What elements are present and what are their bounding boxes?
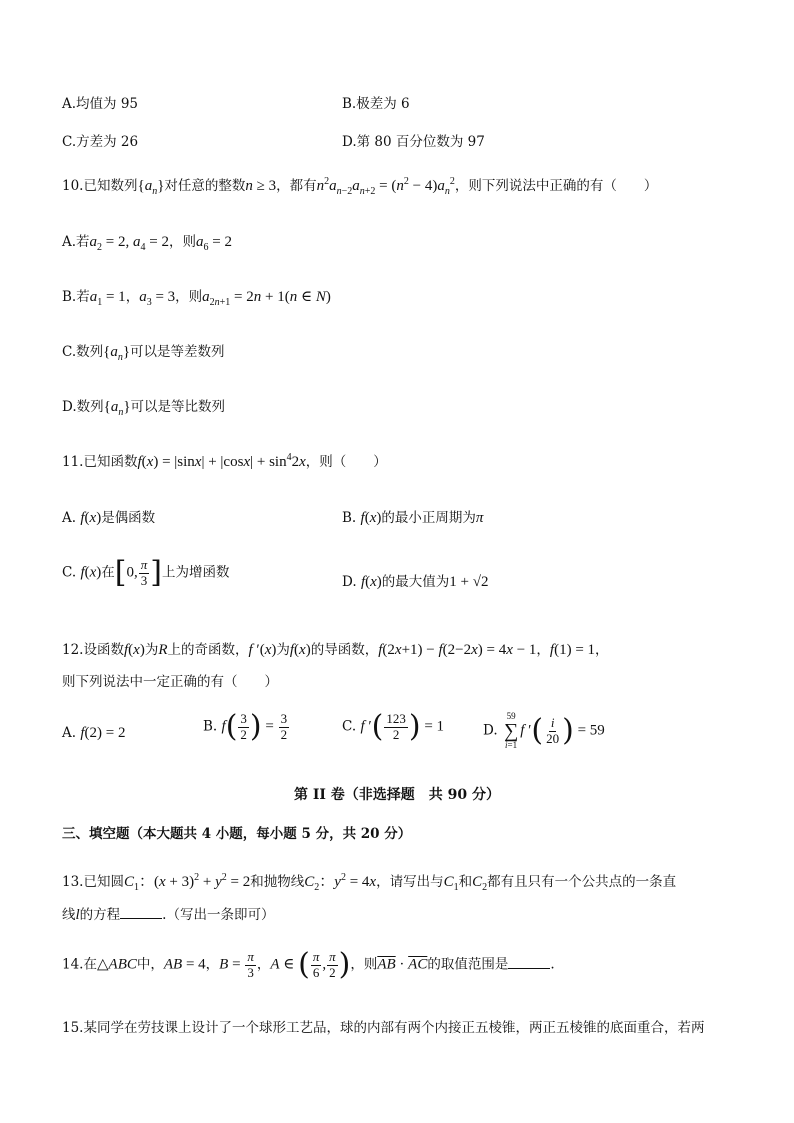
q12-option-c: C. f ′( $\frac{123}{2}$ ) = 1 <box>342 709 445 744</box>
q11-option-a: A. f(x)是偶函数 <box>62 510 156 526</box>
q12-stem: 12.设函数f(x)为R上的奇函数，f ′(x)为f(x)的导函数，f(2x+1) − f(2−2x) = 4x − 1，f(1) = 1， <box>62 642 609 658</box>
part2-title: 第 II 卷（非选择题 共 90 分） <box>293 787 501 803</box>
q9-option-c: C.方差为 26 <box>62 134 139 150</box>
q13-stem: 13.已知圆$C_1$：$(x + 3)^2 + y^2 = 2$和抛物线$C_2$：$y^2 = 4x$，请写出与$C_1$和$C_2$都有且只有一个公共点的一条直 <box>62 872 677 893</box>
q9-option-b: B.极差为 6 <box>342 96 410 112</box>
q12-stem-line2: 则下列说法中一定正确的有（ ） <box>62 674 278 690</box>
q11-option-b: B. f(x)的最小正周期为π <box>342 510 484 526</box>
q9-option-d: D.第 80 百分位数为 97 <box>342 134 485 150</box>
answer-blank <box>120 906 162 919</box>
q10-option-b: B.若$a_1 = 1$，$a_3 = 3$，则$a_{2n+1} = 2n + 1(n$ ∈ N) <box>62 289 331 308</box>
q10-option-c: C.数列$\{a_n\}$可以是等差数列 <box>62 344 225 363</box>
q12-option-d: D. 59 ∑ i=1 f ′( $\frac{i}{20}$ ) = 59 <box>483 711 605 750</box>
q15-stem: 15.某同学在劳技课上设计了一个球形工艺品，球的内部有两个内接正五棱锥，两正五棱锥的底面重合，若两 <box>62 1020 705 1036</box>
q12-option-a: A. f(2) = 2 <box>62 725 126 741</box>
q13-stem-line2: 线l的方程 .（写出一条即可） <box>62 907 275 923</box>
q10-option-a: A.若$a_2 = 2$, $a_4 = 2$，则$a_6 = 2$ <box>62 234 232 253</box>
q10-option-d: D.数列$\{a_n\}$可以是等比数列 <box>62 399 226 418</box>
q12-option-b: B. f( $\frac{3}{2}$ ) = $\frac{3}{2}$ <box>203 709 288 744</box>
q14-stem: 14.在△ABC中，AB = 4，B = $\frac{\pi}{3}$ ，A ∈ ( $\frac{\pi}{6}$ , $\frac{\pi}{2}$ )，则$\overline{AB} \cdot \overline{AC}$的取值范围是 . <box>62 947 555 982</box>
q10-stem: 10.已知数列$\{a_n\}$对任意的整数n ≥ 3，都有$n^2a_{n-2}a_{n+2} = (n^2 - 4)a_n^2$，则下列说法中正确的有（ ） <box>62 176 658 197</box>
q11-option-c: C. f(x)在[0, $\frac{\pi}{3}$ ]上为增函数 <box>62 555 230 590</box>
q11-stem: 11.已知函数$f(x) = |\sin x| + |\cos x| + \sin^42x$，则（ ） <box>62 452 387 470</box>
section3-title: 三、填空题（本大题共 4 小题，每小题 5 分，共 20 分） <box>62 826 412 842</box>
answer-blank <box>508 956 550 969</box>
q11-option-d: D. f(x)的最大值为1 + √2 <box>342 574 489 590</box>
q9-option-a: A.均值为 95 <box>62 96 139 112</box>
